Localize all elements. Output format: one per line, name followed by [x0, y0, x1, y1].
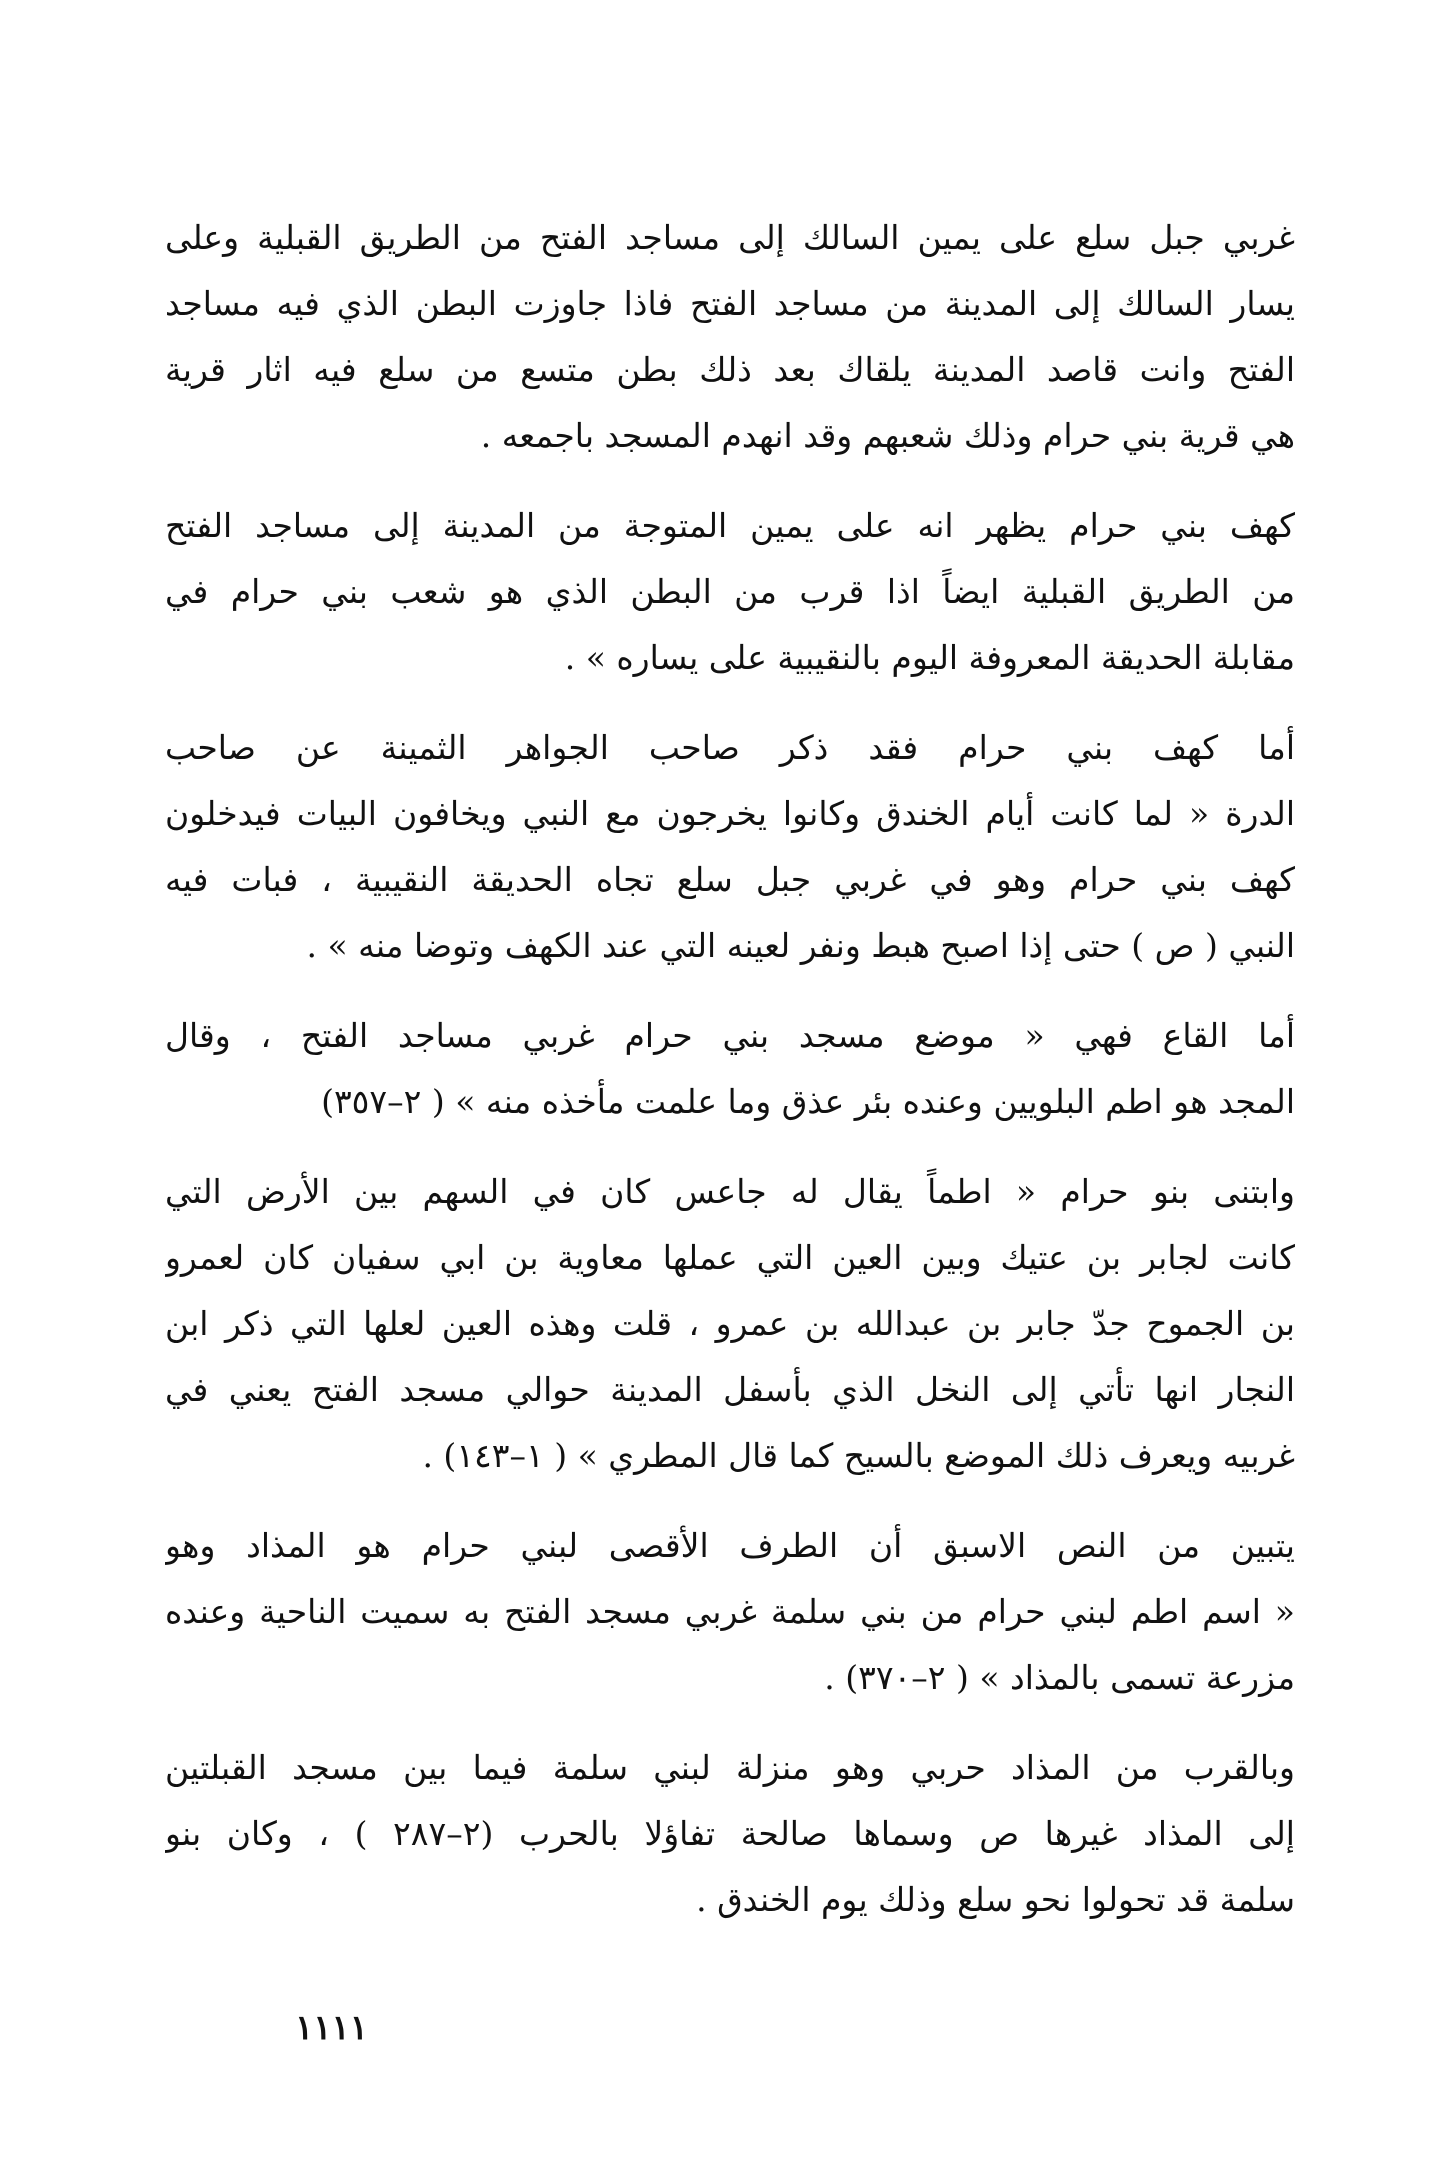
text-line: غربيه ويعرف ذلك الموضع بالسيح كما قال المطري » ( ١–١٤٣) . — [422, 1436, 1295, 1475]
text-line: غربي جبل سلع على يمين السالك إلى مساجد الفتح من الطريق القبلية وعلى — [165, 218, 1295, 257]
text-line: النجار انها تأتي إلى النخل الذي بأسفل المدينة حوالي مسجد الفتح يعني في — [165, 1370, 1295, 1409]
text-line: الدرة « لما كانت أيام الخندق وكانوا يخرجون مع النبي ويخافون البيات فيدخلون — [165, 794, 1295, 833]
paragraph — [165, 1513, 1295, 1711]
text-line: أما القاع فهي « موضع مسجد بني حرام غربي مساجد الفتح ، وقال — [165, 1016, 1295, 1055]
text-line: هي قرية بني حرام وذلك شعبهم وقد انهدم المسجد باجمعه . — [480, 416, 1295, 455]
page-number: ١١١١ — [295, 2008, 369, 2048]
text-line: كانت لجابر بن عتيك وبين العين التي عملها معاوية بن ابي سفيان كان لعمرو — [165, 1238, 1295, 1277]
text-line: يسار السالك إلى المدينة من مساجد الفتح فاذا جاوزت البطن الذي فيه مساجد — [165, 284, 1295, 323]
text-line: « اسم اطم لبني حرام من بني سلمة غربي مسجد الفتح به سميت الناحية وعنده — [165, 1592, 1295, 1631]
text-line: الفتح وانت قاصد المدينة يلقاك بعد ذلك بطن متسع من سلع فيه اثار قرية — [165, 350, 1295, 389]
paragraph — [165, 1159, 1295, 1489]
text-line: إلى المذاد غيرها ص وسماها صالحة تفاؤلا بالحرب (٢–٢٨٧ ) ، وكان بنو — [165, 1814, 1295, 1853]
text-line: سلمة قد تحولوا نحو سلع وذلك يوم الخندق . — [696, 1880, 1295, 1919]
body-text — [165, 205, 1295, 1957]
text-line: كهف بني حرام وهو في غربي جبل سلع تجاه الحديقة النقيبية ، فبات فيه — [165, 860, 1295, 899]
text-line: وابتنى بنو حرام « اطماً يقال له جاعس كان في السهم بين الأرض التي — [165, 1172, 1295, 1211]
text-line: مقابلة الحديقة المعروفة اليوم بالنقيبية على يساره » . — [564, 638, 1295, 677]
text-line: أما كهف بني حرام فقد ذكر صاحب الجواهر الثمينة عن صاحب — [165, 728, 1295, 767]
paragraph — [165, 715, 1295, 979]
text-line: بن الجموح جدّ جابر بن عبدالله بن عمرو ، قلت وهذه العين لعلها التي ذكر ابن — [165, 1304, 1295, 1343]
text-line: يتبين من النص الاسبق أن الطرف الأقصى لبني حرام هو المذاد وهو — [165, 1526, 1295, 1565]
text-line: المجد هو اطم البلويين وعنده بئر عذق وما علمت مأخذه منه » ( ٢–٣٥٧) — [321, 1082, 1295, 1121]
paragraph — [165, 1735, 1295, 1933]
text-line: من الطريق القبلية ايضاً اذا قرب من البطن الذي هو شعب بني حرام في — [165, 572, 1295, 611]
text-line: النبي ( ص ) حتى إذا اصبح هبط ونفر لعينه التي عند الكهف وتوضا منه » . — [306, 926, 1295, 965]
paragraph — [165, 493, 1295, 691]
text-line: كهف بني حرام يظهر انه على يمين المتوجة من المدينة إلى مساجد الفتح — [165, 506, 1295, 545]
paragraph — [165, 1003, 1295, 1135]
text-line: وبالقرب من المذاد حربي وهو منزلة لبني سلمة فيما بين مسجد القبلتين — [165, 1748, 1295, 1787]
text-line: مزرعة تسمى بالمذاد » ( ٢–٣٧٠) . — [824, 1658, 1295, 1697]
paragraph — [165, 205, 1295, 469]
